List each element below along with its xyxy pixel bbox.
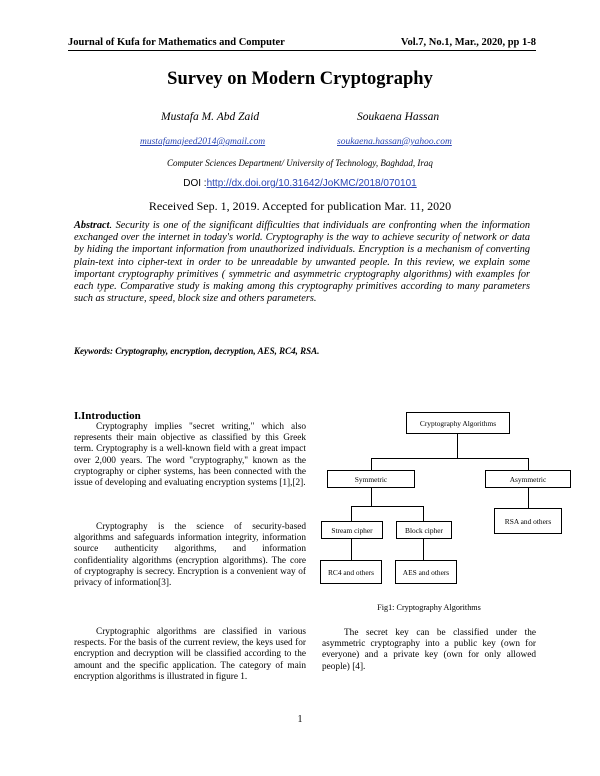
node-asymmetric: Asymmetric [485,470,571,488]
connector-block-down [423,539,424,560]
intro-paragraph-1: Cryptography implies "secret writing," which also represents their main objective as classified by this Greek term. Cryptography is a well-known field with a great impact over 2,000 years. The word "cryptography," known as the cryptography or cipher systems, has been connected with the issue of developing and evaluating encryption systems [1],[2]. [74,422,306,489]
right-paragraph: The secret key can be classified under the asymmetric cryptography into a public key (own for everyone) and a private key (own for only allowed people) [4]. [322,628,536,672]
connector-root-down [457,434,458,459]
keywords: Keywords: Cryptography, encryption, decryption, AES, RC4, RSA. [74,346,320,356]
node-rsa-and-others: RSA and others [494,508,562,534]
author-2-name: Soukaena Hassan [357,111,440,123]
author-1-name: Mustafa M. Abd Zaid [161,111,260,123]
figure-caption: Fig1: Cryptography Algorithms [377,603,481,612]
header-rule [68,50,536,51]
connector-to-stream [351,506,352,521]
doi-link[interactable]: http://dx.doi.org/10.31642/JoKMC/2018/070101 [206,178,417,189]
connector-symmetric-down [371,488,372,507]
connector-to-asymmetric [528,458,529,470]
connector-stream-down [351,539,352,560]
intro-paragraph-3: Cryptographic algorithms are classified in various respects. For the basis of the current review, the keys used for encryption and decryption will be classified according to the amount and the specific application. The category of main encryption algorithms is illustrated in figure 1. [74,627,306,682]
node-symmetric: Symmetric [327,470,415,488]
author-1-email[interactable]: mustafamajeed2014@gmail.com [140,137,266,147]
abstract-label: Abstract [74,220,110,231]
connector-to-symmetric [371,458,372,470]
node-aes-and-others: AES and others [395,560,457,584]
node-block-cipher: Block cipher [396,521,452,539]
intro-paragraph-2: Cryptography is the science of security-based algorithms and safeguards information integrity, information source authenticity algorithms, and information confidentiality algorithms (encryption algorithms). The core of cryptography is secrecy. Encryption is a convenient way of privacy of information[3]. [74,522,306,589]
connector-asymmetric-down [528,488,529,508]
section-heading: I.Introduction [74,410,141,422]
volume-info: Vol.7, No.1, Mar., 2020, pp 1-8 [400,37,536,48]
node-cryptography-algorithms: Cryptography Algorithms [406,412,510,434]
doi-line [0,178,600,189]
connector-level-2 [351,506,424,507]
author-2-email[interactable]: soukaena.hassan@yahoo.com [337,137,452,147]
received-line: Received Sep. 1, 2019. Accepted for publication Mar. 11, 2020 [148,199,452,213]
abstract-text: . Security is one of the significant difficulties that individuals are confronting when the information exchanged over the internet in today's world. Cryptography is the way to achieve security of network or data by hiding the important information from unauthorized individuals. Encryption is a mechanism of converting plain-text into cipher-text in order to be unreadable by unwanted people. In this review, we explain some important cryptography primitives ( symmetric and asymmetric cryptography algorithms) with examples for each type. Comparative study is making among this cryptography primitives according to many parameters such as structure, speed, block size and others parameters. [74,220,530,305]
connector-level-1 [371,458,529,459]
node-rc4-and-others: RC4 and others [320,560,382,584]
journal-name: Journal of Kufa for Mathematics and Computer [68,37,285,48]
paper-title: Survey on Modern Cryptography [167,69,433,89]
page-number: 1 [297,714,303,725]
node-stream-cipher: Stream cipher [321,521,383,539]
affiliation: Computer Sciences Department/ University of Technology, Baghdad, Iraq [167,158,433,168]
abstract [74,220,530,305]
connector-to-block [423,506,424,521]
doi-label: DOI : [183,178,207,189]
